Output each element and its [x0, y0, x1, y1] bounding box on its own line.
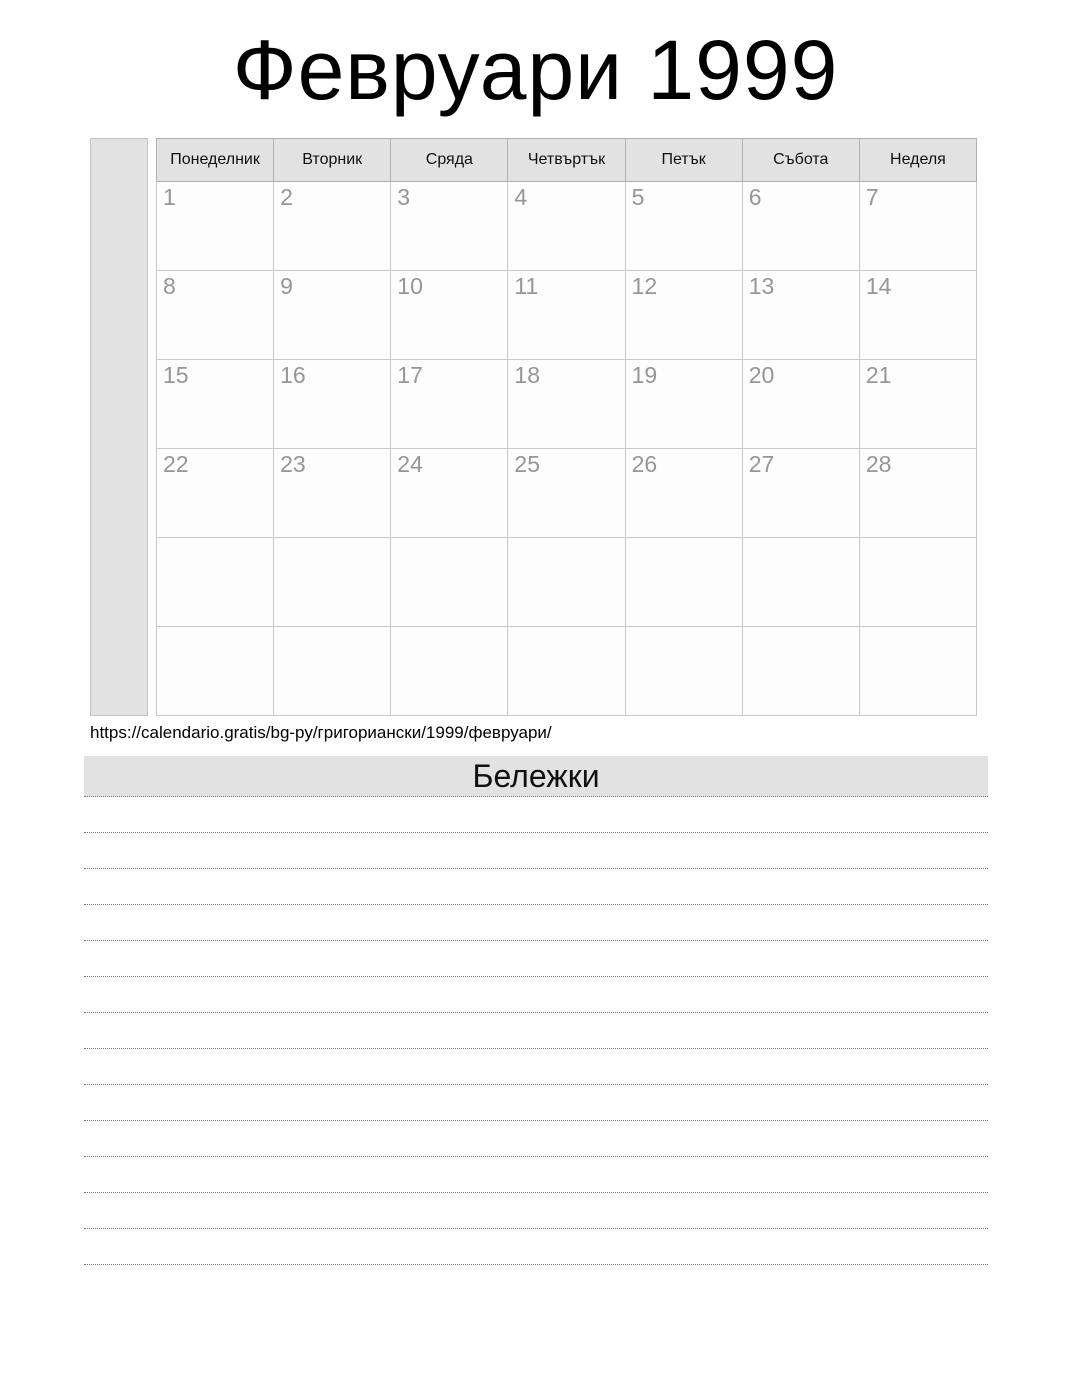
day-cell: 15 [157, 360, 274, 449]
weekday-header: Сряда [391, 139, 508, 182]
week-row [157, 538, 977, 627]
day-cell: 17 [391, 360, 508, 449]
day-cell [508, 627, 625, 716]
calendar [90, 138, 977, 716]
day-cell: 7 [859, 182, 976, 271]
day-cell [508, 538, 625, 627]
calendar-header [157, 139, 977, 182]
day-cell: 3 [391, 182, 508, 271]
day-cell: 10 [391, 271, 508, 360]
day-cell: 21 [859, 360, 976, 449]
day-cell: 8 [157, 271, 274, 360]
day-cell [859, 538, 976, 627]
day-cell [625, 538, 742, 627]
weekday-header: Вторник [274, 139, 391, 182]
week-row [157, 449, 977, 538]
day-cell [391, 538, 508, 627]
note-line [84, 1049, 988, 1085]
day-cell: 4 [508, 182, 625, 271]
day-cell: 9 [274, 271, 391, 360]
weekday-header: Неделя [859, 139, 976, 182]
note-line [84, 905, 988, 941]
day-cell: 14 [859, 271, 976, 360]
day-cell: 18 [508, 360, 625, 449]
day-cell: 19 [625, 360, 742, 449]
note-line [84, 1013, 988, 1049]
day-cell: 23 [274, 449, 391, 538]
day-cell: 20 [742, 360, 859, 449]
weekday-header: Четвъртък [508, 139, 625, 182]
note-line [84, 1085, 988, 1121]
weekday-header-row [157, 139, 977, 182]
note-line [84, 941, 988, 977]
day-cell [274, 627, 391, 716]
day-cell [157, 627, 274, 716]
day-cell: 12 [625, 271, 742, 360]
calendar-body [157, 182, 977, 716]
note-line [84, 1157, 988, 1193]
day-cell [625, 627, 742, 716]
day-cell [274, 538, 391, 627]
day-cell: 5 [625, 182, 742, 271]
notes-lines [84, 797, 988, 1265]
note-line [84, 977, 988, 1013]
day-cell [859, 627, 976, 716]
week-row [157, 360, 977, 449]
calendar-table [156, 138, 977, 716]
day-cell [742, 538, 859, 627]
day-cell: 26 [625, 449, 742, 538]
day-cell [391, 627, 508, 716]
note-line [84, 1193, 988, 1229]
day-cell: 11 [508, 271, 625, 360]
note-line [84, 797, 988, 833]
week-row [157, 271, 977, 360]
day-cell: 6 [742, 182, 859, 271]
page-title: Февруари 1999 [232, 23, 839, 117]
day-cell: 1 [157, 182, 274, 271]
day-cell: 22 [157, 449, 274, 538]
day-cell: 24 [391, 449, 508, 538]
day-cell: 25 [508, 449, 625, 538]
source-url: https://calendario.gratis/bg-ру/григориански/1999/февруари/ [90, 723, 552, 743]
weekday-header: Петък [625, 139, 742, 182]
note-line [84, 869, 988, 905]
day-cell [157, 538, 274, 627]
day-cell [742, 627, 859, 716]
note-line [84, 1121, 988, 1157]
note-line [84, 833, 988, 869]
day-cell: 16 [274, 360, 391, 449]
day-cell: 28 [859, 449, 976, 538]
weekday-header: Събота [742, 139, 859, 182]
week-row [157, 182, 977, 271]
note-line [84, 1229, 988, 1265]
week-row [157, 627, 977, 716]
notes-title: Бележки [84, 756, 988, 797]
week-number-column [90, 138, 148, 716]
notes-section [84, 756, 988, 1265]
day-cell: 27 [742, 449, 859, 538]
day-cell: 2 [274, 182, 391, 271]
day-cell: 13 [742, 271, 859, 360]
weekday-header: Понеделник [157, 139, 274, 182]
